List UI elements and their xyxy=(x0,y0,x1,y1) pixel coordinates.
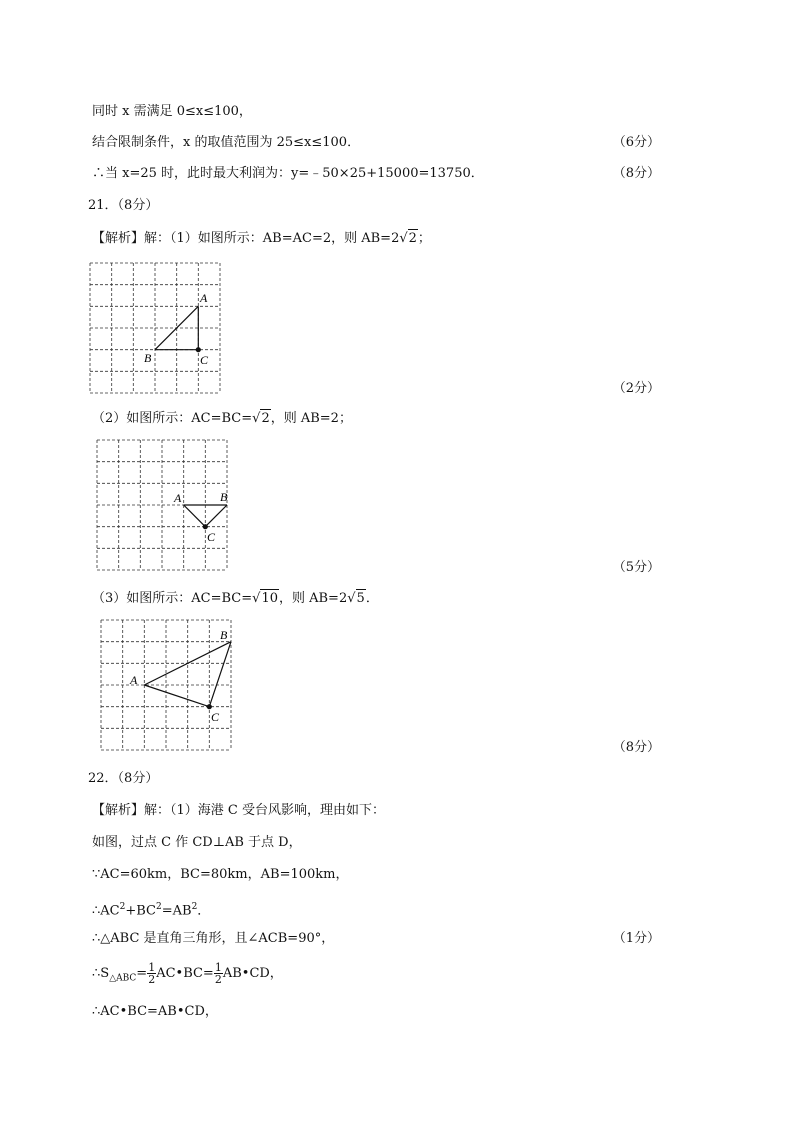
fraction-denominator: 2 xyxy=(148,973,156,986)
q22-line-6-pre: ∴S xyxy=(92,966,110,981)
label-c: C xyxy=(200,353,209,367)
q22-line-4-end: ． xyxy=(197,903,211,919)
q22-line-2: 如图，过点 C 作 CD⊥AB 于点 D， xyxy=(92,835,302,850)
question-22-header: 22．（8分） xyxy=(88,771,159,786)
label-a: A xyxy=(174,491,182,505)
segment-bc xyxy=(205,505,227,527)
q21-part-3-radicand: 10 xyxy=(261,591,278,606)
q22-line-4-mid: +BC xyxy=(125,903,156,919)
label-c: C xyxy=(207,530,216,544)
score-q22-line-5: （1分） xyxy=(612,931,660,946)
label-b: B xyxy=(220,490,228,504)
fraction-numerator: 1 xyxy=(214,961,222,974)
segment-ac xyxy=(144,685,209,707)
point-c xyxy=(196,347,201,352)
segment-ac xyxy=(184,505,206,527)
grid-figure-3 xyxy=(99,618,235,754)
grid-figure-1 xyxy=(88,261,224,397)
q21-part-3-mid: ，则 AB=2 xyxy=(278,591,348,606)
q21-part-1-text: 【解析】解：（1）如图所示：AB=AC=2，则 AB=2 xyxy=(92,231,400,246)
q21-part-1-end: ； xyxy=(417,231,431,246)
label-c: C xyxy=(211,710,220,724)
sqrt-sign: √ xyxy=(252,411,261,426)
q22-line-1: 【解析】解：（1）海港 C 受台风影响，理由如下： xyxy=(92,803,385,818)
fraction-denominator: 2 xyxy=(214,973,222,986)
q22-line-3: ∵AC=60km，BC=80km，AB=100km， xyxy=(92,867,349,882)
q21-part-3-text: （3）如图所示：AC=BC= xyxy=(92,591,253,606)
label-a: A xyxy=(200,291,208,305)
subscript: △ABC xyxy=(109,973,137,984)
point-c xyxy=(203,524,208,529)
q21-part-3-radicand-2: 5 xyxy=(356,591,365,606)
q21-part-2-end: ，则 AB=2； xyxy=(270,411,352,426)
score-fig-2: （5分） xyxy=(612,560,660,575)
label-b: B xyxy=(144,351,152,365)
q21-part-3-end: ． xyxy=(365,591,379,606)
score-line-2: （6分） xyxy=(612,135,660,150)
q21-part-3 xyxy=(92,589,379,608)
q21-part-2-radicand: 2 xyxy=(261,411,270,426)
q22-line-7: ∴AC•BC=AB•CD， xyxy=(92,1004,218,1019)
question-21-header: 21．（8分） xyxy=(88,198,159,213)
q22-line-4-pre: ∴AC xyxy=(92,903,120,919)
score-line-3: （8分） xyxy=(612,166,660,181)
sqrt-sign: √ xyxy=(347,591,356,606)
grid-figure-2 xyxy=(95,438,231,574)
q22-line-6 xyxy=(92,962,283,988)
label-b: B xyxy=(220,628,228,642)
score-fig-3: （8分） xyxy=(612,740,660,755)
fraction-half xyxy=(147,962,156,985)
q22-line-4 xyxy=(92,898,210,920)
equals: = xyxy=(136,966,148,981)
q21-part-1 xyxy=(92,229,431,248)
solution-line-1: 同时 x 需满足 0≤x≤100， xyxy=(92,104,252,119)
superscript: 2 xyxy=(155,902,162,912)
q21-part-2-text: （2）如图所示：AC=BC= xyxy=(92,411,253,426)
q21-part-1-radicand: 2 xyxy=(408,231,417,246)
point-c xyxy=(207,704,212,709)
label-a: A xyxy=(130,673,138,687)
fraction-half xyxy=(214,962,223,985)
score-fig-1: （2分） xyxy=(612,381,660,396)
solution-line-3: ∴当 x=25 时，此时最大利润为：y=﹣50×25+15000=13750． xyxy=(92,166,484,181)
sqrt-sign: √ xyxy=(399,231,408,246)
q22-line-5: ∴△ABC 是直角三角形，且∠ACB=90°， xyxy=(92,931,335,946)
q22-line-6-mid: AC•BC= xyxy=(156,966,214,981)
superscript: 2 xyxy=(191,902,198,912)
superscript: 2 xyxy=(119,902,126,912)
q21-part-2 xyxy=(92,409,352,428)
q22-line-4-mid2: =AB xyxy=(161,903,192,919)
solution-line-2: 结合限制条件，x 的取值范围为 25≤x≤100． xyxy=(92,135,361,150)
q22-line-6-end: AB•CD， xyxy=(222,966,283,981)
sqrt-sign: √ xyxy=(252,591,261,606)
fraction-numerator: 1 xyxy=(148,961,156,974)
